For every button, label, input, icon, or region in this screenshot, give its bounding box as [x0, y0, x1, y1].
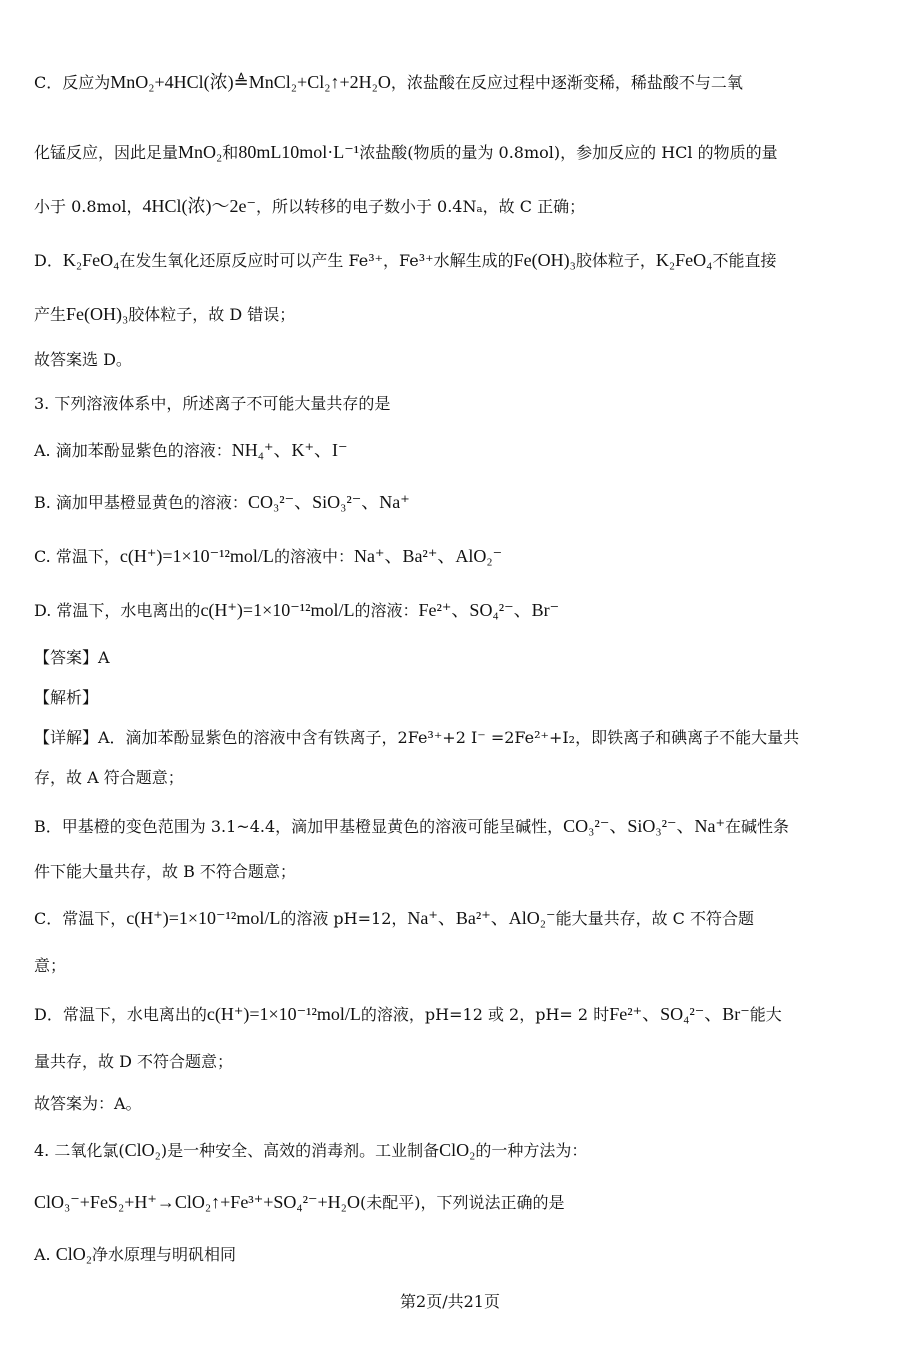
q4-stem-text-b: )是一种安全、高效的消毒剂。工业制备: [160, 1141, 440, 1160]
q4-clo2-formula: ClO₂: [124, 1140, 161, 1160]
q3-option-b-text: B. 滴加甲基橙显黄色的溶液：: [34, 493, 248, 512]
q2-c-line3: [34, 194, 880, 219]
q2-c-line2-text-b: 和: [222, 143, 239, 162]
q4-equation-note: (未配平)，下列说法正确的是: [359, 1193, 565, 1212]
q3-option-b: [34, 490, 880, 515]
q3-detail-c-text-a: C．常温下，: [34, 909, 127, 928]
q3-option-a-ions: NH₄⁺、K⁺、I⁻: [231, 440, 348, 460]
q3-detail-c-line1: [34, 906, 880, 931]
q3-option-c-ions: Na⁺、Ba²⁺、AlO₂⁻: [353, 546, 503, 566]
q3-detail-c-text-c: 能大量共存，故 C 不符合题: [555, 909, 754, 928]
q3-detail-b-line2: 件下能大量共存，故 B 不符合题意；: [34, 862, 296, 881]
q2-d-line1: [34, 248, 880, 273]
q3-option-c-text-2: 的溶液中：: [273, 547, 354, 566]
q4-option-a-label: A.: [34, 1245, 56, 1264]
q3-option-d: [34, 598, 880, 623]
q3-detail-b-text-b: 在碱性条: [725, 817, 790, 836]
q3-option-c: [34, 544, 880, 569]
q4-stem-text-a: 4. 二氧化氯(: [34, 1141, 125, 1160]
q2-c-line2-text-a: 化锰反应，因此足量: [34, 143, 179, 162]
page-footer: 第2页/共21页: [400, 1292, 500, 1311]
q4-stem: [34, 1138, 880, 1163]
q2-d-label: D．: [34, 251, 63, 270]
q3-detail-b-ions: CO₃²⁻、SiO₃²⁻、Na⁺: [563, 816, 726, 836]
q3-detail-d-line1: [34, 1002, 880, 1027]
q3-analysis-heading: 【解析】: [34, 688, 99, 707]
q3-option-a: [34, 438, 880, 463]
q3-option-d-text: D. 常温下，水电离出的: [34, 601, 201, 620]
q3-detail-d-text-c: 能大: [749, 1005, 782, 1024]
q2-c-label: C．反应为: [34, 73, 111, 92]
q3-option-d-ions: Fe²⁺、SO₄²⁻、Br⁻: [418, 600, 560, 620]
q3-detail-d-text-b: 的溶液，pH=12 或 2，pH= 2 时: [360, 1005, 610, 1024]
q3-option-a-text: A. 滴加苯酚显紫色的溶液：: [34, 441, 232, 460]
q4-stem-text-c: 的一种方法为：: [475, 1141, 588, 1160]
q2-conclusion: 故答案选 D。: [34, 350, 132, 369]
q2-c-line3-text-b: ，所以转移的电子数小于 0.4Nₐ，故 C 正确；: [255, 197, 586, 216]
q3-option-c-text: C. 常温下，: [34, 547, 120, 566]
q4-option-a: [34, 1242, 880, 1267]
q2-d-feoh3-formula-2: Fe(OH)₃: [66, 304, 129, 324]
q2-d-k2feo4-formula-2: K₂FeO₄: [655, 250, 713, 270]
q4-equation-line: [34, 1190, 880, 1215]
q3-detail-c-line2: 意；: [34, 956, 67, 975]
q2-d-line2-text-a: 产生: [34, 305, 67, 324]
q3-answer: 【答案】A: [34, 648, 110, 667]
q2-d-line2: [34, 302, 880, 327]
q3-detail-a-line1: 【详解】A．滴加苯酚显紫色的溶液中含有铁离子，2Fe³⁺+2 I⁻ =2Fe²⁺+I₂，即铁离子和碘离子不能大量共: [34, 728, 800, 747]
q3-detail-b-text-a: B．甲基橙的变色范围为 3.1~4.4，滴加甲基橙显黄色的溶液可能呈碱性，: [34, 817, 564, 836]
q2-d-line1-text-c: 胶体粒子，: [575, 251, 656, 270]
q3-detail-d-condition: c(H⁺)=1×10⁻¹²mol/L: [206, 1004, 361, 1024]
q2-d-feoh3-formula: Fe(OH)₃: [513, 250, 576, 270]
q3-detail-d-text-a: D．常温下，水电离出的: [34, 1005, 207, 1024]
q3-option-b-ions: CO₃²⁻、SiO₃²⁻、Na⁺: [247, 492, 410, 512]
q3-detail-d-line2: 量共存，故 D 不符合题意；: [34, 1052, 234, 1071]
q3-detail-c-text-b: 的溶液 pH=12，: [280, 909, 408, 928]
q2-c-line2: [34, 140, 880, 165]
q3-option-c-condition: c(H⁺)=1×10⁻¹²mol/L: [119, 546, 274, 566]
q3-option-d-condition: c(H⁺)=1×10⁻¹²mol/L: [200, 600, 355, 620]
q3-detail-d-ions: Fe²⁺、SO₄²⁻、Br⁻: [609, 1004, 750, 1024]
q2-d-line1-text-b: 在发生氧化还原反应时可以产生 Fe³⁺，Fe³⁺水解生成的: [119, 251, 514, 270]
q3-detail-b-line1: [34, 814, 880, 839]
q2-c-line2-text-c: 浓盐酸(物质的量为 0.8mol)，参加反应的 HCl 的物质的量: [359, 143, 778, 162]
q2-c-line3-text-a: 小于 0.8mol，: [34, 197, 143, 216]
q2-d-k2feo4-formula: K₂FeO₄: [62, 250, 120, 270]
q3-detail-c-ions: Na⁺、Ba²⁺、AlO₂⁻: [407, 908, 556, 928]
q2-c-text: ，浓盐酸在反应过程中逐渐变稀，稀盐酸不与二氧: [390, 73, 743, 92]
q2-c-equation: MnO₂+4HCl(浓)≜MnCl₂+Cl₂↑+2H₂O: [110, 72, 391, 92]
q4-option-a-text: 净水原理与明矾相同: [92, 1245, 237, 1264]
q3-conclusion: 故答案为：A。: [34, 1094, 142, 1113]
q2-c-electron-relation: 4HCl(浓)～2e⁻: [142, 196, 256, 216]
q3-detail-c-condition: c(H⁺)=1×10⁻¹²mol/L: [126, 908, 281, 928]
q4-equation: ClO₃⁻+FeS₂+H⁺→ClO₂↑+Fe³⁺+SO₄²⁻+H₂O: [34, 1192, 360, 1212]
q4-option-a-clo2-formula: ClO₂: [55, 1244, 93, 1264]
q3-option-d-text-2: 的溶液：: [354, 601, 419, 620]
q2-c-mno2-formula: MnO₂: [178, 142, 223, 162]
q2-d-line2-text-b: 胶体粒子，故 D 错误；: [128, 305, 296, 324]
q3-stem: 3. 下列溶液体系中，所述离子不可能大量共存的是: [34, 394, 391, 413]
q2-c-concentration: 80mL10mol·L⁻¹: [238, 142, 360, 162]
q2-c-line1: [34, 70, 880, 95]
q3-detail-a-line2: 存，故 A 符合题意；: [34, 768, 184, 787]
q2-d-line1-text-d: 不能直接: [712, 251, 777, 270]
q4-clo2-formula-2: ClO₂: [439, 1140, 476, 1160]
